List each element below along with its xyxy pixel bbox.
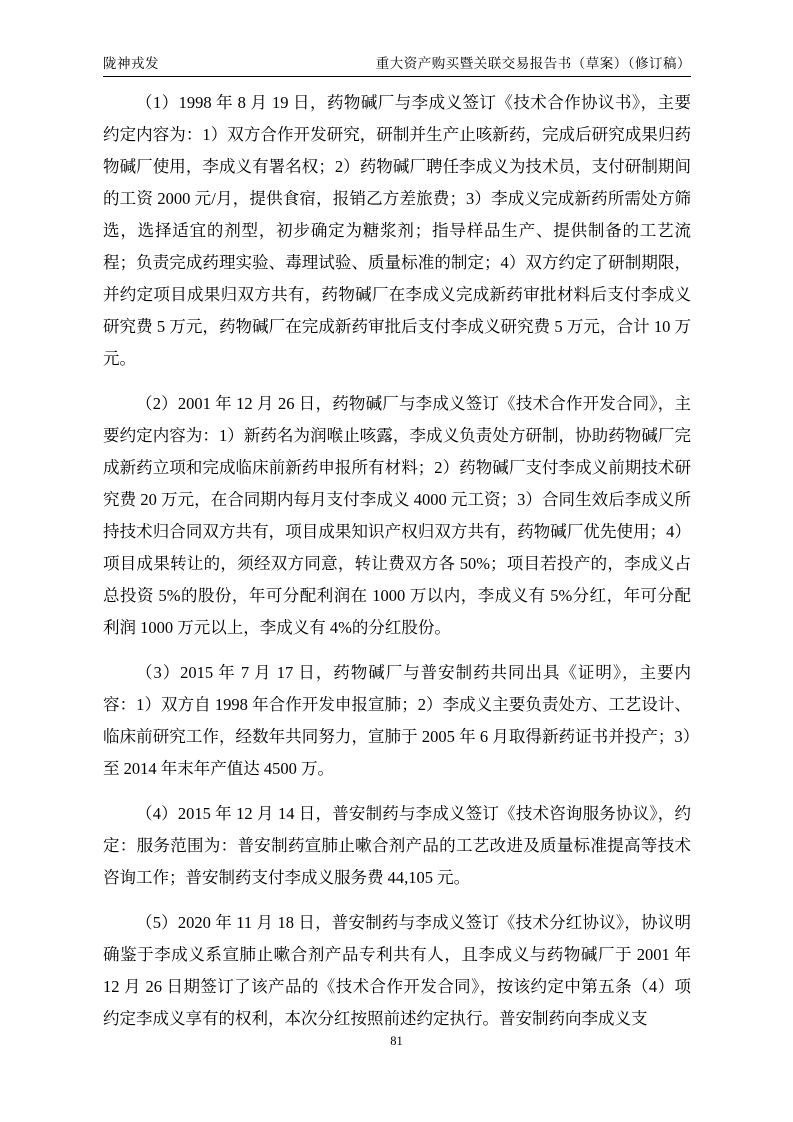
page-number: 81: [390, 1034, 403, 1048]
body-paragraph-2: （2）2001 年 12 月 26 日，药物碱厂与李成义签订《技术合作开发合同》，主要约定内容为：1）新药名为润喉止咳露，李成义负责处方研制，协助药物碱厂完成新药立项和完成临床前新药申报所有材料；2）药物碱厂支付李成义前期技术研究费 20 万元，在合同期内每月支付李成义 4000 元工资；3）合同生效后李成义所持技术归合同双方共有，项目成果知识产权归双方共有，药物碱厂优先使用；4）项目成果转让的，须经双方同意，转让费双方各 50%；项目若投产的，李成义占总投资 5%的股份，年可分配利润在 1000 万以内，李成义有 5%分红，年可分配利润 1000 万元以上，李成义有 4%的分红股份。: [103, 394, 691, 637]
body-paragraph-5: （5）2020 年 11 月 18 日，普安制药与李成义签订《技术分红协议》，协议明确鉴于李成义系宣肺止嗽合剂产品专利共有人，且李成义与药物碱厂于 2001 年 12 月 26 日期签订了该产品的《技术合作开发合同》，按该约定中第五条（4）项约定李成义享有的权利，本次分红按照前述约定执行。普安制药向李成义支: [103, 913, 691, 1028]
body-paragraph-4: （4）2015 年 12 月 14 日，普安制药与李成义签订《技术咨询服务协议》，约定：服务范围为：普安制药宣肺止嗽合剂产品的工艺改进及质量标准提高等技术咨询工作；普安制药支付李成义服务费 44,105 元。: [103, 804, 691, 887]
page-footer: [0, 1034, 793, 1049]
header-report-title: 重大资产购买暨关联交易报告书（草案）（修订稿）: [375, 56, 691, 71]
header-company-name: 陇神戎发: [103, 56, 159, 71]
body-paragraph-3: （3）2015 年 7 月 17 日，药物碱厂与普安制药共同出具《证明》，主要内容：1）双方自 1998 年合作开发申报宣肺；2）李成义主要负责处方、工艺设计、临床前研究工作，经数年共同努力，宣肺于 2005 年 6 月取得新药证书并投产；3）至 2014 年末年产值达 4500 万。: [103, 663, 691, 778]
document-body: [103, 87, 691, 1048]
page-header: [103, 52, 691, 77]
body-paragraph-1: （1）1998 年 8 月 19 日，药物碱厂与李成义签订《技术合作协议书》，主要约定内容为：1）双方合作开发研究，研制并生产止咳新药，完成后研究成果归药物碱厂使用，李成义有署名权；2）药物碱厂聘任李成义为技术员，支付研制期间的工资 2000 元/月，提供食宿，报销乙方差旅费；3）李成义完成新药所需处方筛选，选择适宜的剂型，初步确定为糖浆剂；指导样品生产、提供制备的工艺流程；负责完成药理实验、毒理试验、质量标准的制定；4）双方约定了研制期限，并约定项目成果归双方共有，药物碱厂在李成义完成新药审批材料后支付李成义研究费 5 万元，药物碱厂在完成新药审批后支付李成义研究费 5 万元，合计 10 万元。: [103, 93, 691, 368]
